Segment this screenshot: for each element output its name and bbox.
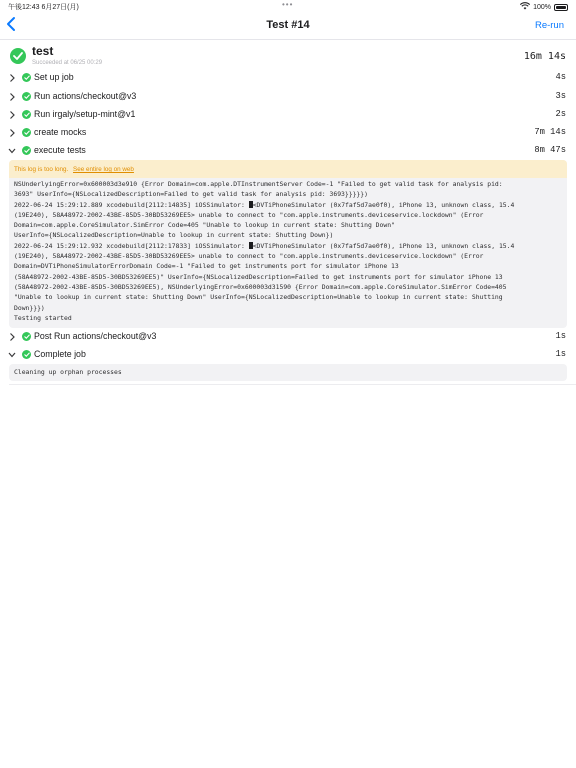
log-line: UserInfo={NSLocalizedDescription=Unable to lookup in current state: Shutting Down})	[14, 231, 334, 240]
log-line: NSUnderlyingError=0x600003d3e910 {Error Domain=com.apple.DTInstrumentServer Code=-1 "Failed to get valid task for analysis pid:	[14, 180, 503, 188]
step-label: execute tests	[34, 145, 86, 155]
log-line: (58A48972-2002-43BE-85D5-30BD53269EE5), NSUnderlyingError=0x600003d31590 {Error Domain=com.apple.CoreSimulator.SimError Code=405	[14, 282, 507, 291]
log-line: Down}}})	[14, 303, 45, 312]
status-bar	[0, 0, 576, 12]
step-label: create mocks	[34, 127, 87, 137]
step-label: Run actions/checkout@v3	[34, 91, 137, 101]
run-header	[0, 42, 576, 72]
step-row[interactable]	[0, 328, 576, 346]
log-line	[14, 200, 562, 210]
log-line: "Unable to lookup in current state: Shutting Down" UserInfo={NSLocalizedDescription=Unable to lookup in current state: Shutting	[14, 293, 503, 302]
battery-icon	[554, 4, 568, 11]
rerun-button[interactable]: Re-run	[534, 20, 564, 31]
success-check-icon	[10, 48, 26, 64]
log-line: (58A48972-2002-43BE-85D5-30BD53269EE5)" UserInfo={NSLocalizedDescription=Failed to get instruments port for simulator iPhone 13	[14, 272, 503, 281]
step-duration: 7m 14s	[534, 127, 566, 137]
chevron-right-icon	[8, 92, 16, 102]
step-log	[9, 364, 567, 381]
log-line: (19E240), 58A48972-2002-43BE-85D5-30BD53269EE5> unable to connect to "com.apple.instruments.deviceservice.lockdown" (Error	[14, 210, 484, 219]
step-label: Post Run actions/checkout@v3	[34, 331, 157, 341]
log-line-text: 2022-06-24 15:29:12.932 xcodebuild[2112:17833] iOSSimulator:	[14, 241, 249, 250]
divider	[9, 384, 576, 385]
success-check-icon	[22, 110, 31, 119]
step-label: Run irgaly/setup-mint@v1	[34, 109, 136, 119]
log-line: 3693" UserInfo={NSLocalizedDescription=Failed to get valid task for analysis pid: 3693}}}}})	[14, 190, 368, 199]
success-check-icon	[22, 146, 31, 155]
step-row[interactable]	[0, 142, 576, 160]
log-line	[14, 241, 562, 251]
step-duration: 4s	[555, 72, 566, 82]
step-row[interactable]	[0, 88, 576, 106]
status-right	[520, 2, 568, 12]
step-log	[9, 160, 567, 328]
step-label: Complete job	[34, 349, 86, 359]
success-check-icon	[22, 350, 31, 359]
log-line-text: <DVTiPhoneSimulator (0x7faf5d7ae0f0), iPhone 13, unknown class, 15.4	[252, 200, 515, 209]
step-duration: 2s	[555, 109, 566, 119]
chevron-down-icon	[8, 146, 16, 156]
wifi-icon	[520, 2, 530, 12]
log-line: Domain=com.apple.CoreSimulator.SimError Code=405 "Unable to lookup in current state: Shutting Down"	[14, 221, 395, 230]
job-duration: 16m 14s	[523, 51, 566, 62]
navigation-bar	[0, 12, 576, 40]
log-line: Cleaning up orphan processes	[14, 368, 122, 376]
step-row[interactable]	[0, 69, 576, 87]
battery-percent: 100%	[533, 3, 551, 11]
step-row[interactable]	[0, 124, 576, 142]
log-line-text: 2022-06-24 15:29:12.889 xcodebuild[2112:14835] iOSSimulator:	[14, 200, 249, 209]
chevron-right-icon	[8, 332, 16, 342]
log-text	[9, 178, 567, 324]
success-check-icon	[22, 92, 31, 101]
step-row[interactable]	[0, 106, 576, 124]
chevron-right-icon	[8, 128, 16, 138]
log-line-text: <DVTiPhoneSimulator (0x7faf5d7ae0f0), iPhone 13, unknown class, 15.4	[252, 241, 515, 250]
multitasking-dots-icon[interactable]: •••	[282, 0, 294, 9]
job-status-text: Succeeded at 06/25 00:29	[32, 60, 103, 66]
success-check-icon	[22, 128, 31, 137]
log-text	[9, 364, 567, 378]
step-label: Set up job	[34, 72, 74, 82]
status-time: 午後12:43 6月27日(月)	[8, 4, 79, 11]
chevron-down-icon	[8, 350, 16, 360]
job-name: test	[32, 44, 54, 58]
page-title: Test #14	[266, 19, 310, 31]
success-check-icon	[22, 332, 31, 341]
see-entire-log-link[interactable]: See entire log on web	[73, 166, 134, 173]
step-duration: 3s	[555, 91, 566, 101]
chevron-right-icon	[8, 110, 16, 120]
log-line: Testing started	[14, 313, 72, 322]
step-row[interactable]	[0, 346, 576, 364]
warning-text: This log is too long.	[14, 166, 69, 173]
log-too-long-warning	[9, 160, 567, 178]
log-line: Domain=DVTiPhoneSimulatorErrorDomain Code=-1 "Failed to get instruments port for simulator iPhone 13	[14, 262, 399, 271]
step-duration: 8m 47s	[534, 145, 566, 155]
log-line: (19E240), 58A48972-2002-43BE-85D5-30BD53269EE5> unable to connect to "com.apple.instruments.deviceservice.lockdown" (Error	[14, 252, 484, 261]
step-duration: 1s	[555, 331, 566, 341]
success-check-icon	[22, 73, 31, 82]
chevron-right-icon	[8, 73, 16, 83]
step-duration: 1s	[555, 349, 566, 359]
